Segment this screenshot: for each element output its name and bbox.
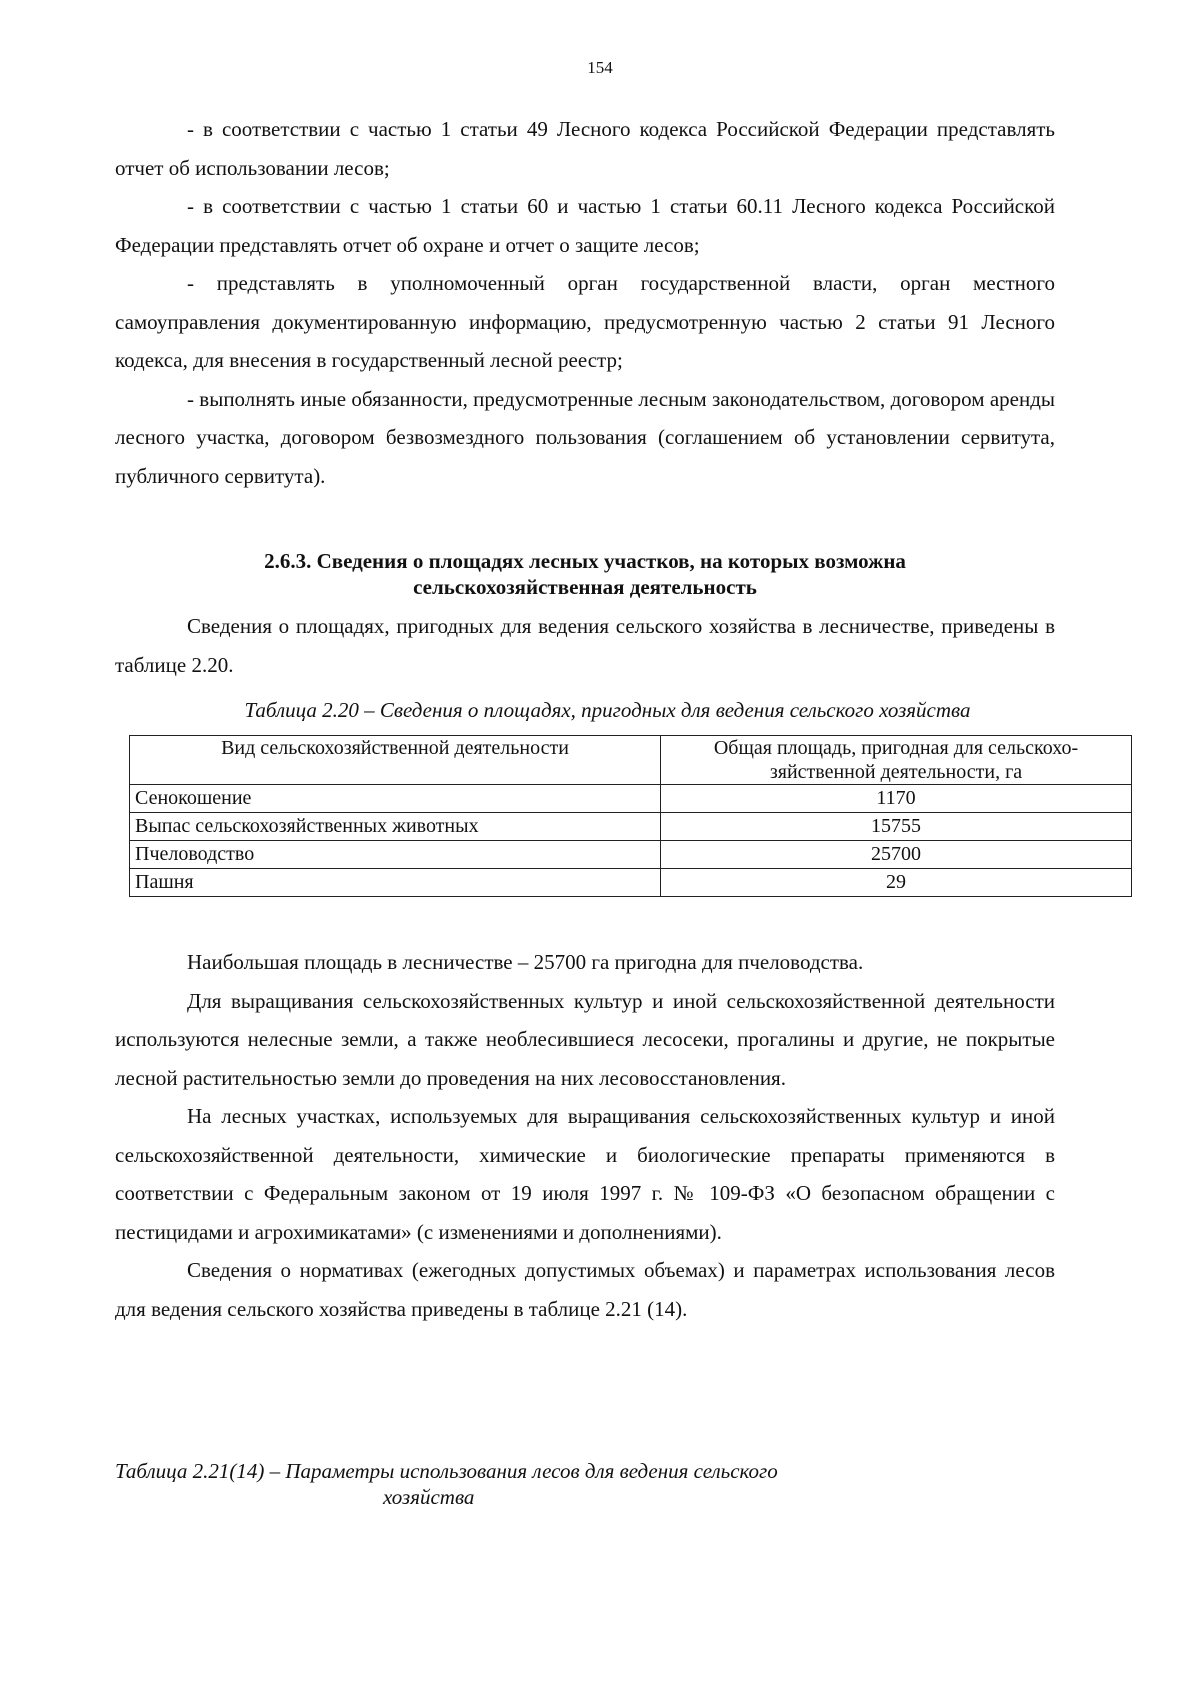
caption-line: Таблица 2.21(14) – Параметры использования лесов для ведения сельского [115,1459,778,1483]
cell-area: 25700 [661,841,1132,869]
page-number: 154 [587,58,613,77]
paragraph: Для выращивания сельскохозяйственных культур и иной сельскохозяйственной деятельности используются нелесные земли, а также необлесившиеся лесосеки, прогалины и другие, не покрытые лесной растительностью земли до проведения на них лесовосстановления. [115,988,1055,1090]
table-row [130,841,1132,869]
section-heading-line: сельскохозяйственная деятельность [413,575,757,599]
paragraph: Сведения о нормативах (ежегодных допустимых объемах) и параметрах использования лесов для ведения сельского хозяйства приведены в таблице 2.21 (14). [115,1258,1055,1321]
table-header-row [130,736,1132,785]
table-row [130,813,1132,841]
table-caption: Таблица 2.20 – Сведения о площадях, пригодных для ведения сельского хозяйства [244,698,971,722]
paragraph: - в соответствии с частью 1 статьи 60 и частью 1 статьи 60.11 Лесного кодекса Российской Федерации представлять отчет об охране и отчет о защите лесов; [115,194,1055,257]
table-row [130,785,1132,813]
cell-activity: Выпас сельскохозяйственных животных [130,813,661,841]
paragraph: Наибольшая площадь в лесничестве – 25700 га пригодна для пчеловодства. [187,950,864,974]
paragraph: - в соответствии с частью 1 статьи 49 Лесного кодекса Российской Федерации представлять отчет об использовании лесов; [115,117,1055,180]
section-heading-line: 2.6.3. Сведения о площадях лесных участков, на которых возможна [264,549,906,573]
intro-text [115,607,1055,684]
cell-activity: Пашня [130,869,661,897]
table-row [130,869,1132,897]
header-area: Общая площадь, пригодная для сельскохозяйственной деятельности, га [661,736,1132,785]
caption-line: хозяйства [383,1485,475,1509]
paragraph: На лесных участках, используемых для выращивания сельскохозяйственных культур и иной сельскохозяйственной деятельности, химические и биологические препараты применяются в соответствии с Федеральным законом от 19 июля 1997 г. № 109-ФЗ «О безопасном обращении с пестицидами и агрохимикатами» (с изменениями и дополнениями). [115,1104,1055,1244]
paragraph: Сведения о площадях, пригодных для ведения сельского хозяйства в лесничестве, приведены в таблице 2.20. [115,614,1055,677]
agricultural-areas-table [129,735,1132,897]
cell-area: 29 [661,869,1132,897]
cell-area: 15755 [661,813,1132,841]
cell-area: 1170 [661,785,1132,813]
section-heading [115,548,1055,600]
cell-activity: Пчеловодство [130,841,661,869]
header-activity: Вид сельскохозяйственной деятельности [130,736,661,785]
paragraph: - представлять в уполномоченный орган государственной власти, орган местного самоуправления документированную информацию, предусмотренную частью 2 статьи 91 Лесного кодекса, для внесения в государственный лесной реестр; [115,271,1055,372]
obligations-list [115,110,1055,495]
cell-activity: Сенокошение [130,785,661,813]
table-caption-2-21 [115,1458,935,1510]
paragraph: - выполнять иные обязанности, предусмотренные лесным законодательством, договором аренды лесного участка, договором безвозмездного пользования (соглашением об установлении сервитута, публичного сервитута). [115,386,1055,488]
analysis-text [115,943,1055,1328]
